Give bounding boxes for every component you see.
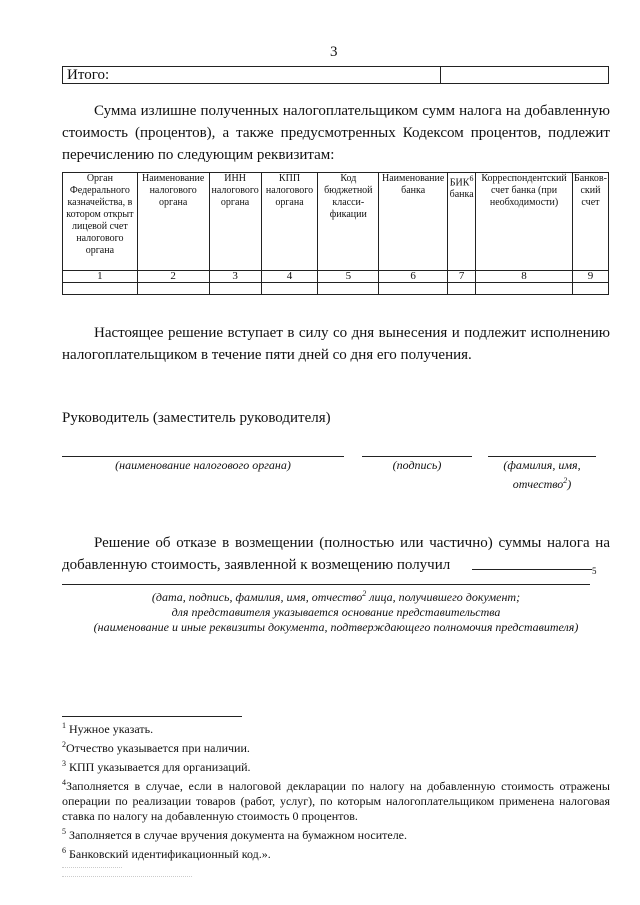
refund-paragraph: Сумма излишне полученных налогоплательщиком сумм налога на добавленную стоимость (процентов), а также предусмотренных Кодексом процентов, подлежит перечислению по следующим реквизитам: (62, 103, 610, 163)
header-cell: Банков-ский счет (572, 173, 608, 271)
footnote-number: 5 (62, 827, 66, 836)
header-cell: Орган Федерального казначейства, в котором открыт лицевой счет налогового органа (63, 173, 138, 271)
organ-line (62, 456, 344, 457)
footnote-ref: 2 (563, 476, 568, 485)
fio-line (488, 456, 596, 457)
header-cell: ИНН налогового органа (209, 173, 261, 271)
column-number: 3 (209, 271, 261, 283)
footnote-ref: 6 (469, 174, 474, 183)
header-cell: Код бюджетной класси-фикации (318, 173, 379, 271)
receiver-caption-2: для представителя указывается основание представительства (171, 605, 501, 619)
column-number: 8 (476, 271, 573, 283)
footnote-text: Заполняется в случае вручения документа на бумажном носителе. (69, 828, 408, 842)
footnote-number: 1 (62, 721, 66, 730)
column-number: 1 (63, 271, 138, 283)
footnote-number: 4 (62, 778, 66, 787)
receiver-caption-3: (наименование и иные реквизиты документа, подтверждающего полномочия представителя) (93, 620, 579, 634)
footnotes (62, 718, 610, 862)
column-number: 7 (448, 271, 476, 283)
receiver-caption-1: (дата, подпись, фамилия, имя, отчество (151, 590, 363, 604)
faint-stamp-mark (62, 867, 122, 871)
organ-caption: (наименование налогового органа) (115, 458, 291, 472)
footnote (62, 824, 610, 843)
column-number: 4 (261, 271, 318, 283)
refusal-paragraph: Решение об отказе в возмещении (полностью или частично) суммы налога на добавленную стоимость, заявленной к возмещению получил (62, 535, 610, 573)
header-cell: КПП налогового органа (261, 173, 318, 271)
faint-stamp-mark (62, 876, 192, 880)
itogo-row (62, 66, 609, 84)
footnote (62, 737, 610, 756)
footnote-text: Нужное указать. (69, 722, 154, 736)
signature-caption: (подпись) (392, 458, 442, 472)
signature-line (362, 456, 472, 457)
page-number: 3 (330, 44, 338, 60)
receiver-line-2 (62, 584, 590, 585)
head-label: Руководитель (заместитель руководителя) (62, 410, 331, 426)
footnote-separator (62, 716, 242, 717)
requisites-table (62, 172, 609, 295)
footnote-text: КПП указывается для организаций. (69, 760, 251, 774)
header-cell: Наименование банка (379, 173, 448, 271)
header-cell: Корреспондентский счет банка (при необходимости) (476, 173, 573, 271)
footnote-text: Отчество указывается при наличии. (66, 741, 250, 755)
column-number: 9 (572, 271, 608, 283)
effective-paragraph: Настоящее решение вступает в силу со дня вынесения и подлежит исполнению налогоплательщиком в течение пяти дней со дня его получения. (62, 325, 610, 363)
receiver-line-1 (472, 569, 592, 570)
footnote-ref: 2 (362, 589, 367, 598)
header-cell-bik (448, 173, 476, 271)
fio-caption-2: отчество (512, 477, 564, 491)
footnote (62, 718, 610, 737)
footnote-text: Банковский идентификационный код.». (69, 847, 271, 861)
footnote-number: 2 (62, 740, 66, 749)
footnote (62, 775, 610, 824)
bik-label: БИК (449, 177, 470, 189)
footnote-number: 3 (62, 759, 66, 768)
empty-row (63, 283, 609, 295)
itogo-label: Итого: (63, 67, 441, 83)
header-cell: Наименование налогового органа (137, 173, 209, 271)
fio-caption-1: (фамилия, имя, (503, 458, 581, 472)
fio-caption (480, 458, 604, 492)
footnote-text: Заполняется в случае, если в налоговой декларации по налогу на добавленную стоимость отражены операции по реализации товаров (работ, услуг), по которым налогоплательщиком применена налоговая ставка по налогу на добавленную стоимость 0 процентов. (62, 779, 610, 823)
receiver-caption-1b: лица, получившего документ; (366, 590, 521, 604)
footnote (62, 843, 610, 862)
footnote-number: 6 (62, 846, 66, 855)
bik-label-2: банка (449, 189, 474, 201)
column-number: 5 (318, 271, 379, 283)
footnote-ref: 5 (592, 566, 597, 576)
footnote (62, 756, 610, 775)
column-number: 2 (137, 271, 209, 283)
receiver-caption (62, 586, 610, 635)
column-number: 6 (379, 271, 448, 283)
fio-caption-end: ) (567, 477, 572, 491)
